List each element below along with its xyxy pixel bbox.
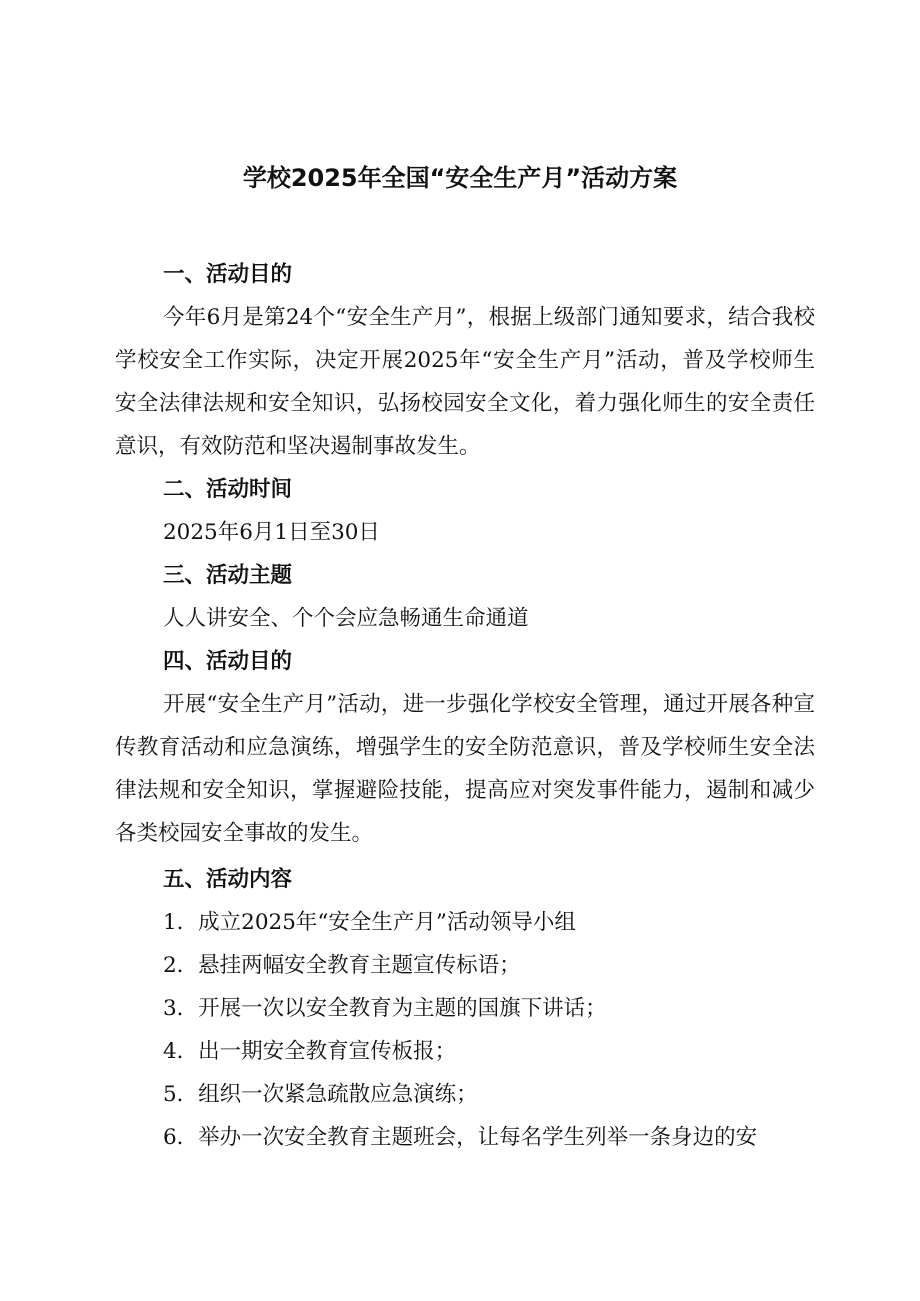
activity-time-text: 2025年6月1日至30日 (163, 520, 380, 545)
content-list-item: 4．出一期安全教育宣传板报； (163, 1039, 457, 1064)
content-list-item: 3．开展一次以安全教育为主题的国旗下讲话； (163, 996, 607, 1021)
section-heading-2: 二、活动时间 (163, 477, 293, 502)
content-list-item: 5．组织一次紧急疏散应急演练； (163, 1082, 478, 1107)
document-body (115, 253, 815, 1159)
section-paragraph-4: 开展“安全生产月”活动，进一步强化学校安全管理，通过开展各种宣传教育活动和应急演练，增强学生的安全防范意识，普及学校师生安全法律法规和安全知识，掌握避险技能，提高应对突发事件能力，遏制和减少各类校园安全事故的发生。 (115, 692, 815, 846)
section-heading-3: 三、活动主题 (163, 563, 293, 588)
content-list-item: 1．成立2025年“安全生产月”活动领导小组 (163, 910, 576, 935)
document-title: 学校2025年全国“安全生产月”活动方案 (242, 164, 678, 192)
activity-theme-text: 人人讲安全、个个会应急畅通生命通道 (163, 606, 529, 631)
section-heading-1: 一、活动目的 (163, 262, 293, 287)
content-list-item: 2．悬挂两幅安全教育主题宣传标语； (163, 953, 521, 978)
section-heading-5: 五、活动内容 (163, 867, 293, 892)
section-heading-4: 四、活动目的 (163, 649, 293, 674)
content-list-item: 6．举办一次安全教育主题班会，让每名学生列举一条身边的安 (163, 1125, 758, 1150)
section-paragraph-1: 今年6月是第24个“安全生产月”，根据上级部门通知要求，结合我校学校安全工作实际，决定开展2025年“安全生产月”活动，普及学校师生安全法律法规和安全知识，弘扬校园安全文化，着力强化师生的安全责任意识，有效防范和坚决遏制事故发生。 (115, 305, 815, 459)
